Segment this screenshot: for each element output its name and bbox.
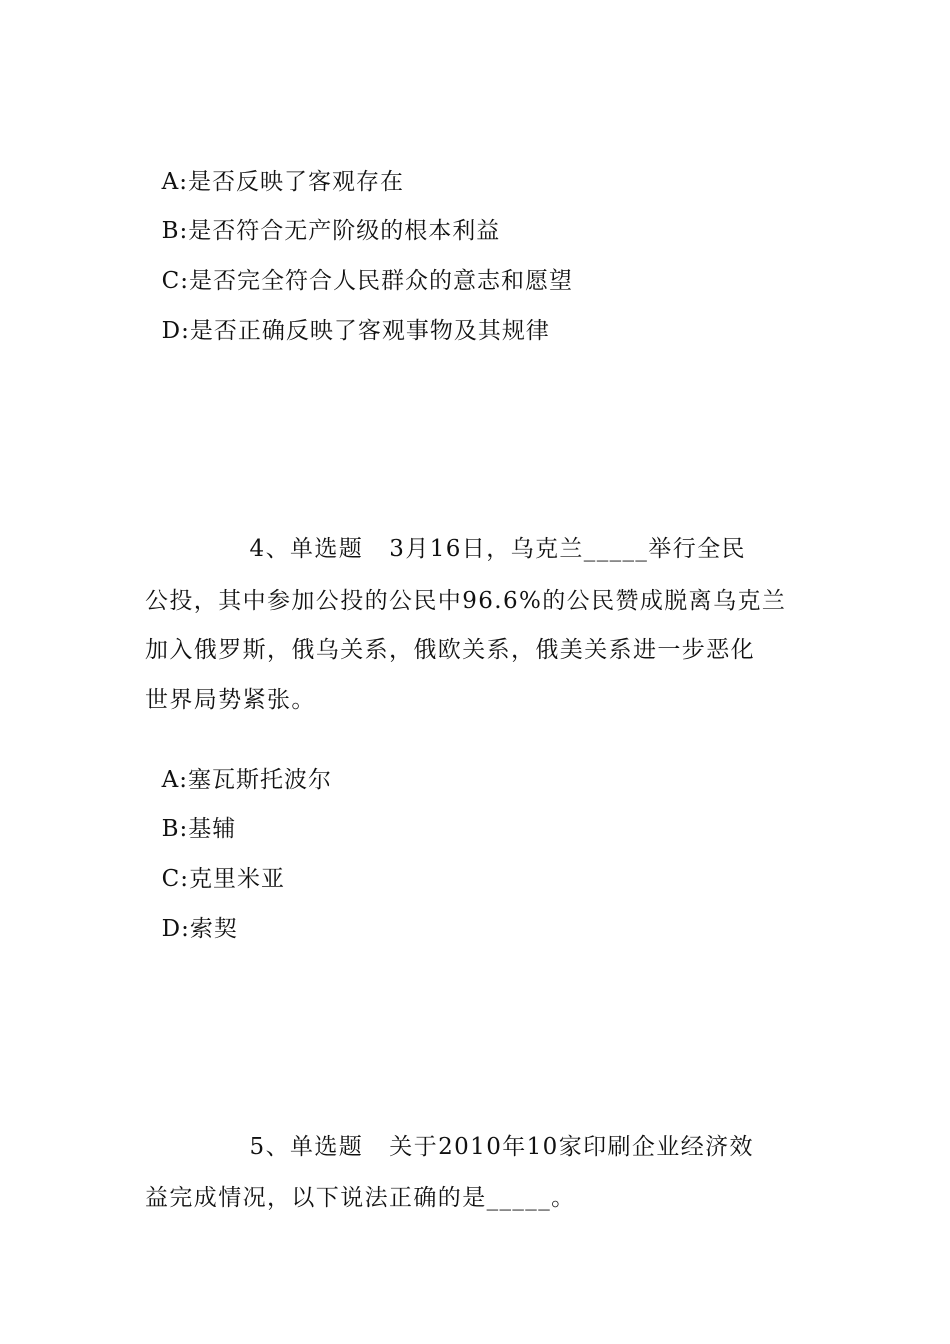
q3-option-c-text: 是否完全符合人民群众的意志和愿望 [188, 268, 573, 294]
q4-option-c-label: C: [161, 866, 189, 892]
q3-option-a-text: 是否反映了客观存在 [187, 169, 404, 195]
q3-option-b-text: 是否符合无产阶级的根本利益 [188, 218, 501, 244]
q4-option-d-label: D: [161, 916, 190, 942]
q4-option-c-text: 克里米亚 [188, 866, 285, 892]
q4-option-b-text: 基辅 [188, 816, 237, 842]
q4-option-d [145, 884, 238, 944]
q3-option-d [145, 286, 550, 346]
q3-option-c-label: C: [161, 268, 189, 294]
q4-stem-line-2: 公投，其中参加公投的公民中96.6%的公民赞成脱离乌克兰 [145, 588, 787, 614]
q5-stem-line-1: 5、单选题 关于2010年10家印刷企业经济效 [145, 1134, 754, 1160]
q4-stem-line-1: 4、单选题 3月16日，乌克兰_____举行全民 [145, 536, 746, 562]
q3-option-b-label: B: [161, 218, 189, 244]
q4-stem-line-3: 加入俄罗斯，俄乌关系，俄欧关系，俄美关系进一步恶化 [145, 637, 755, 663]
q4-stem-line-4: 世界局势紧张。 [145, 687, 316, 713]
q3-option-d-label: D: [161, 318, 190, 344]
q4-option-a-text: 塞瓦斯托波尔 [187, 767, 332, 793]
q4-option-b-label: B: [161, 816, 189, 842]
q5-stem-line-2: 益完成情况，以下说法正确的是_____。 [145, 1185, 576, 1211]
q4-option-d-text: 索契 [189, 916, 238, 942]
q4-option-a-label: A: [161, 767, 188, 793]
q3-option-a-label: A: [161, 169, 188, 195]
q3-option-d-text: 是否正确反映了客观事物及其规律 [189, 318, 550, 344]
